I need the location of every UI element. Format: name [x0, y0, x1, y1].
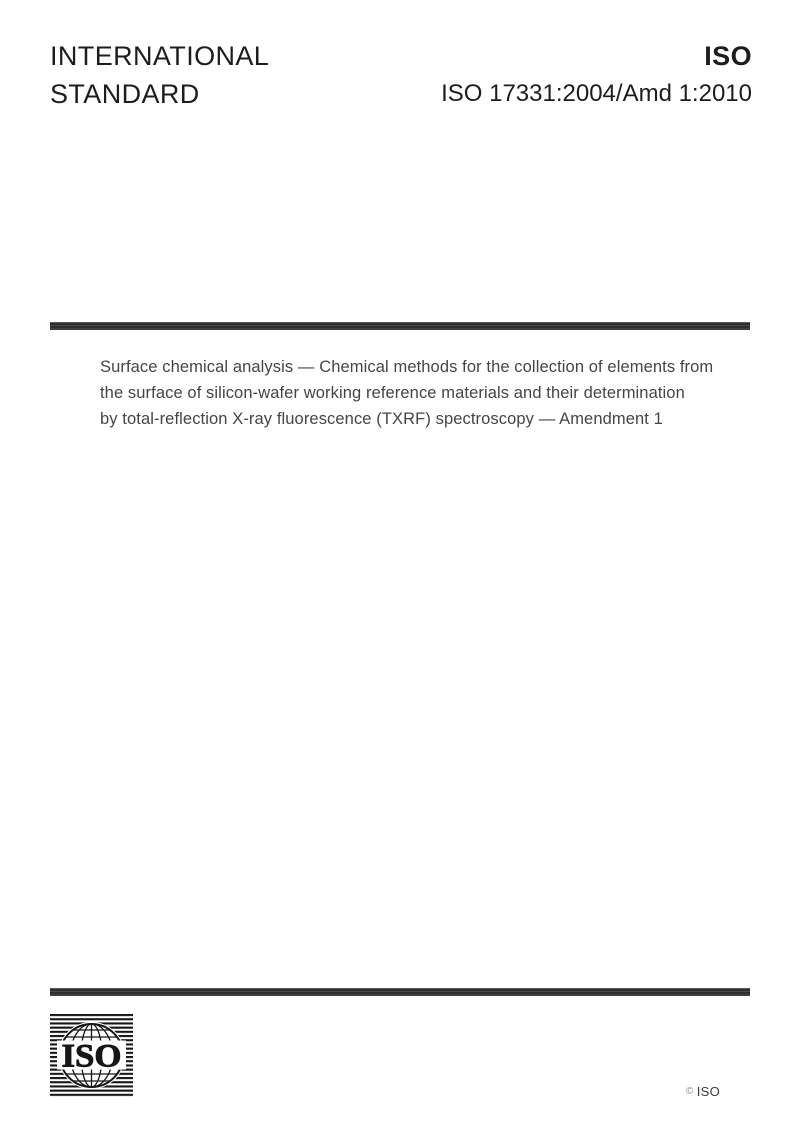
title-line-1: Surface chemical analysis — Chemical methods for the collection of elements from	[100, 358, 714, 376]
document-type-line-1: INTERNATIONAL	[50, 41, 270, 71]
reference-block	[441, 37, 752, 113]
document-title	[100, 354, 713, 432]
title-line-3: by total-reflection X-ray fluorescence (TXRF) spectroscopy — Amendment 1	[100, 410, 663, 428]
top-rule	[50, 322, 750, 330]
document-type-line-2: STANDARD	[50, 79, 200, 109]
copyright-org: ISO	[696, 1084, 720, 1099]
title-line-2: the surface of silicon-wafer working reference materials and their determination	[100, 384, 685, 402]
copyright-notice	[686, 1084, 720, 1099]
org-name: ISO	[704, 41, 752, 71]
iso-globe-logo-icon	[50, 1014, 133, 1097]
logo-text: ISO	[61, 1038, 122, 1075]
copyright-symbol-icon: ©	[686, 1086, 694, 1097]
bottom-rule	[50, 988, 750, 996]
document-type-heading	[50, 37, 269, 113]
standard-reference: ISO 17331:2004/Amd 1:2010	[441, 80, 752, 107]
